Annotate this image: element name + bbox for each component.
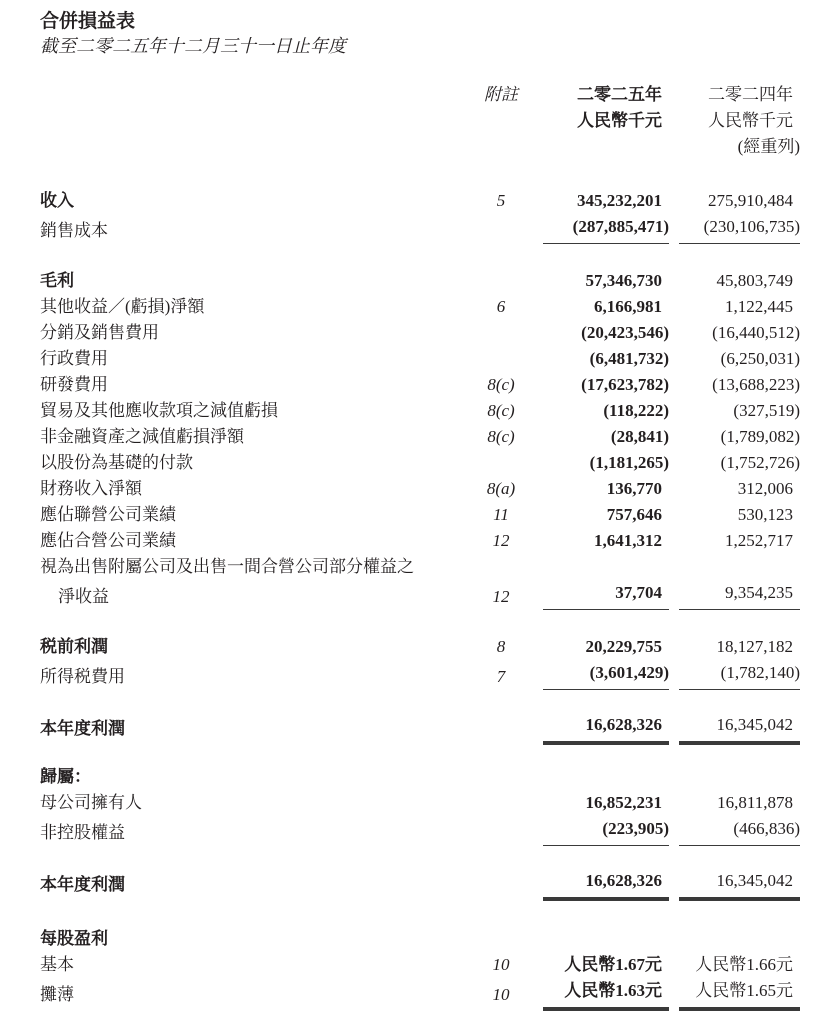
statement-row xyxy=(40,554,800,580)
statement-row xyxy=(40,978,800,1008)
row-label: 母公司擁有人 xyxy=(40,793,142,812)
row-label: 視為出售附屬公司及出售一間合營公司部分權益之 xyxy=(40,557,414,576)
statement-row xyxy=(40,580,800,610)
row-note: 8(a) xyxy=(486,479,516,498)
row-label: 攤薄 xyxy=(40,985,74,1004)
value-2025: 57,346,730 xyxy=(585,271,662,290)
value-2024: 1,252,717 xyxy=(725,531,793,550)
row-note: 5 xyxy=(496,191,506,210)
row-note: 12 xyxy=(492,531,510,550)
value-2025: 345,232,201 xyxy=(577,191,662,210)
statement-row xyxy=(40,816,800,846)
value-2024: 16,345,042 xyxy=(679,712,800,742)
value-2025: (1,181,265) xyxy=(589,453,669,472)
row-note: 10 xyxy=(492,955,510,974)
statement-row xyxy=(40,868,800,898)
statement-row xyxy=(40,476,800,502)
value-2024: 45,803,749 xyxy=(716,271,793,290)
value-2024: 275,910,484 xyxy=(708,191,793,210)
column-headers xyxy=(40,82,800,160)
row-label: 銷售成本 xyxy=(40,221,108,240)
value-2025: 20,229,755 xyxy=(585,637,662,656)
value-2024: 人民幣1.65元 xyxy=(679,978,800,1008)
row-note: 8(c) xyxy=(487,427,515,446)
page-subtitle: 截至二零二五年十二月三十一日止年度 xyxy=(40,36,346,57)
statement-row xyxy=(40,424,800,450)
value-2024: (6,250,031) xyxy=(720,349,800,368)
value-2024: (16,440,512) xyxy=(712,323,800,342)
header-row-3 xyxy=(40,134,800,160)
value-2025: (287,885,471) xyxy=(543,214,669,244)
statement-row xyxy=(40,502,800,528)
statement-row xyxy=(40,346,800,372)
statement-rows xyxy=(40,188,800,1008)
statement-row xyxy=(40,450,800,476)
value-2025: (118,222) xyxy=(603,401,669,420)
value-2025: 37,704 xyxy=(543,580,669,610)
statement-row xyxy=(40,372,800,398)
value-2024: (466,836) xyxy=(679,816,800,846)
statement-table xyxy=(40,82,800,1008)
row-label: 歸屬： xyxy=(40,767,91,786)
statement-row xyxy=(40,188,800,214)
value-2024: 16,811,878 xyxy=(717,793,793,812)
row-note: 7 xyxy=(496,667,506,686)
value-2024: 530,123 xyxy=(737,505,793,524)
row-label: 每股盈利 xyxy=(40,929,108,948)
value-2024: 1,122,445 xyxy=(725,297,793,316)
statement-row xyxy=(40,214,800,244)
value-2025: 16,628,326 xyxy=(543,712,669,742)
value-2025: 人民幣1.63元 xyxy=(543,978,669,1008)
statement-row xyxy=(40,764,800,790)
value-2024: (1,789,082) xyxy=(720,427,800,446)
value-2025: 人民幣1.67元 xyxy=(564,955,662,974)
row-label: 税前利潤 xyxy=(40,637,108,656)
row-note: 8 xyxy=(496,637,506,656)
row-label: 行政費用 xyxy=(40,349,108,368)
row-note: 8(c) xyxy=(487,401,515,420)
value-2025: 16,852,231 xyxy=(585,793,662,812)
statement-row xyxy=(40,634,800,660)
header-2024-year: 二零二四年 xyxy=(708,85,793,104)
row-label: 收入 xyxy=(40,191,74,210)
row-note: 6 xyxy=(496,297,506,316)
row-note: 11 xyxy=(493,505,509,524)
row-label: 貿易及其他應收款項之減值虧損 xyxy=(40,401,278,420)
statement-row xyxy=(40,926,800,952)
page-title: 合併損益表 xyxy=(40,11,136,32)
row-label: 所得税費用 xyxy=(40,667,125,686)
value-2024: (1,782,140) xyxy=(679,660,800,690)
row-label: 財務收入淨額 xyxy=(40,479,142,498)
value-2025: (20,423,546) xyxy=(581,323,669,342)
value-2024: 9,354,235 xyxy=(679,580,800,610)
value-2024: 18,127,182 xyxy=(716,637,793,656)
row-label: 淨收益 xyxy=(58,587,109,606)
statement-row xyxy=(40,398,800,424)
row-label: 毛利 xyxy=(40,271,74,290)
row-label: 基本 xyxy=(40,955,74,974)
value-2025: 16,628,326 xyxy=(543,868,669,898)
header-note: 附註 xyxy=(484,85,518,104)
row-label: 非金融資產之減值虧損淨額 xyxy=(40,427,244,446)
value-2024: 16,345,042 xyxy=(679,868,800,898)
row-label: 應佔聯營公司業績 xyxy=(40,505,176,524)
statement-row xyxy=(40,790,800,816)
header-2025-year: 二零二五年 xyxy=(577,85,662,104)
statement-row xyxy=(40,294,800,320)
statement-row xyxy=(40,528,800,554)
value-2024: (230,106,735) xyxy=(679,214,800,244)
row-label: 研發費用 xyxy=(40,375,108,394)
value-2024: (13,688,223) xyxy=(712,375,800,394)
row-label: 本年度利潤 xyxy=(40,719,125,738)
header-row-2 xyxy=(40,108,800,134)
value-2024: 人民幣1.66元 xyxy=(695,955,793,974)
value-2025: (28,841) xyxy=(610,427,669,446)
row-label: 本年度利潤 xyxy=(40,875,125,894)
row-note: 8(c) xyxy=(487,375,515,394)
row-note: 12 xyxy=(492,587,510,606)
statement-row xyxy=(40,268,800,294)
value-2025: (17,623,782) xyxy=(581,375,669,394)
row-label: 非控股權益 xyxy=(40,823,125,842)
row-note: 10 xyxy=(492,985,510,1004)
value-2025: (223,905) xyxy=(543,816,669,846)
value-2025: 136,770 xyxy=(606,479,662,498)
value-2024: (327,519) xyxy=(733,401,800,420)
row-label: 分銷及銷售費用 xyxy=(40,323,159,342)
statement-row xyxy=(40,320,800,346)
value-2025: 6,166,981 xyxy=(594,297,662,316)
value-2025: 1,641,312 xyxy=(594,531,662,550)
row-label: 其他收益／(虧損)淨額 xyxy=(40,297,205,316)
row-label: 以股份為基礎的付款 xyxy=(40,453,193,472)
value-2025: (6,481,732) xyxy=(589,349,669,368)
value-2024: (1,752,726) xyxy=(720,453,800,472)
row-label: 應佔合營公司業績 xyxy=(40,531,176,550)
header-row-1 xyxy=(40,82,800,108)
header-2024-unit: 人民幣千元 xyxy=(708,111,793,130)
value-2025: 757,646 xyxy=(606,505,662,524)
value-2025: (3,601,429) xyxy=(543,660,669,690)
value-2024: 312,006 xyxy=(737,479,793,498)
statement-row xyxy=(40,952,800,978)
statement-row xyxy=(40,712,800,742)
statement-row xyxy=(40,660,800,690)
header-2025-unit: 人民幣千元 xyxy=(577,111,662,130)
header-2024-restated: (經重列) xyxy=(737,137,800,156)
